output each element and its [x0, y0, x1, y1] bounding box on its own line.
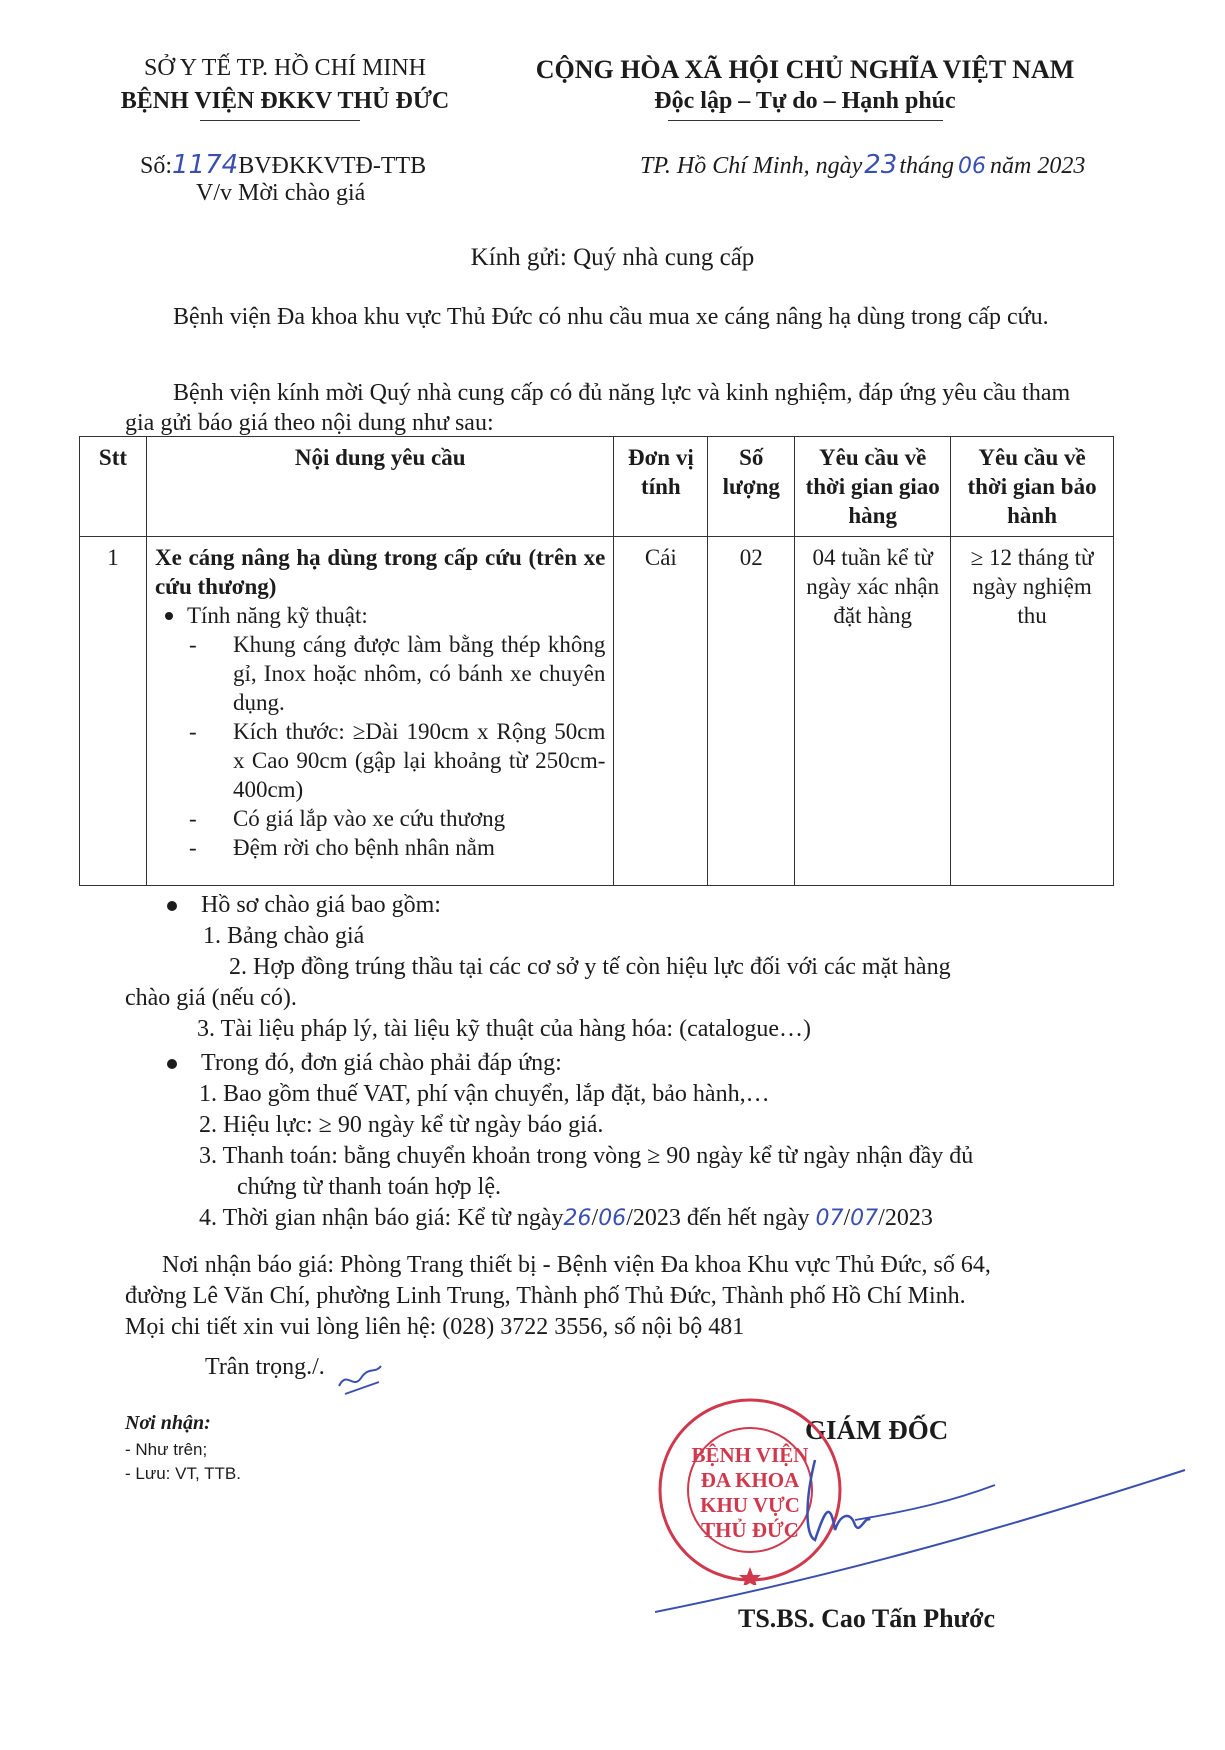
recipient-item: - Lưu: VT, TTB. — [125, 1464, 241, 1483]
bullet-icon — [167, 1059, 177, 1069]
col-header-unit: Đơn vị tính — [614, 437, 708, 537]
recipients-heading: Nơi nhận: — [125, 1412, 211, 1434]
col-header-quantity: Số lượng — [708, 437, 795, 537]
table-header-row — [80, 437, 1114, 537]
documents-heading-text: Hồ sơ chào giá bao gồm: — [201, 892, 441, 918]
spec-item: - Khung cáng được làm bằng thép không gỉ, Inox hoặc nhôm, có bánh xe chuyên dụng. — [189, 630, 605, 717]
document-number-handwritten: 1174 — [172, 150, 239, 180]
intro-paragraph: Bệnh viện Đa khoa khu vực Thủ Đức có nhu cầu mua xe cáng nâng hạ dùng trong cấp cứu. — [173, 304, 1049, 330]
initial-signature-icon — [335, 1360, 385, 1400]
stamp-line: BỆNH VIỆN — [691, 1443, 809, 1467]
col-header-warranty: Yêu cầu về thời gian bảo hành — [951, 437, 1114, 537]
recipient-item: - Như trên; — [125, 1440, 208, 1459]
pricing-item: 1. Bao gồm thuế VAT, phí vận chuyển, lắp đặt, bảo hành,… — [199, 1081, 770, 1107]
pricing-item-deadline — [125, 1203, 1115, 1234]
deadline-text: /2023 — [878, 1205, 933, 1231]
pricing-heading-text: Trong đó, đơn giá chào phải đáp ứng: — [201, 1050, 562, 1076]
spec-item: - Kích thước: ≥Dài 190cm x Rộng 50cm x Cao 90cm (gập lại khoảng từ 250cm-400cm) — [189, 717, 605, 804]
stamp-line: KHU VỰC — [700, 1493, 800, 1517]
closing-remark: Trân trọng./. — [205, 1354, 325, 1380]
document-number — [140, 150, 426, 180]
to-month: 07 — [850, 1206, 879, 1231]
department-name: SỞ Y TẾ TP. HỒ CHÍ MINH — [143, 55, 427, 81]
director-signature-icon — [655, 1440, 1195, 1620]
address-line: đường Lê Văn Chí, phường Linh Trung, Thành phố Thủ Đức, Thành phố Hồ Chí Minh. — [125, 1283, 966, 1309]
document-number-prefix: Số: — [140, 153, 173, 179]
pricing-item: 2. Hiệu lực: ≥ 90 ngày kể từ ngày báo giá. — [199, 1112, 604, 1138]
cell-quantity: 02 — [708, 537, 795, 886]
deadline-text: /2023 đến hết ngày — [626, 1205, 810, 1231]
col-header-content: Nội dung yêu cầu — [146, 437, 613, 537]
national-motto: Độc lập – Tự do – Hạnh phúc — [654, 88, 956, 114]
deadline-text: 4. Thời gian nhận báo giá: Kể từ ngày — [199, 1205, 564, 1231]
pricing-item: 3. Thanh toán: bằng chuyển khoản trong vòng ≥ 90 ngày kể từ ngày nhận đầy đủ — [199, 1143, 974, 1169]
header-underline-left — [200, 120, 360, 121]
pricing-section — [125, 1048, 1115, 1234]
date-separator: / — [591, 1205, 599, 1231]
date-month: 06 — [958, 154, 986, 179]
hospital-name: BỆNH VIỆN ĐKKV THỦ ĐỨC — [120, 88, 450, 114]
document-date — [640, 150, 1085, 180]
col-header-stt: Stt — [80, 437, 147, 537]
documents-item: 2. Hợp đồng trúng thầu tại các cơ sở y tế còn hiệu lực đối với các mặt hàng — [229, 954, 951, 980]
bullet-icon — [165, 612, 173, 620]
cell-content — [146, 537, 613, 886]
item-bullet — [155, 601, 605, 630]
documents-section — [125, 890, 1115, 1045]
pricing-item-continuation: chứng từ thanh toán hợp lệ. — [237, 1174, 501, 1200]
item-bullet-text: Tính năng kỹ thuật: — [186, 603, 368, 628]
header-underline-right — [668, 120, 943, 121]
contact-line: Mọi chi tiết xin vui lòng liên hệ: (028) 3722 3556, số nội bộ 481 — [125, 1314, 745, 1340]
to-day: 07 — [815, 1206, 844, 1231]
item-title: Xe cáng nâng hạ dùng trong cấp cứu (trên xe cứu thương) — [154, 545, 606, 599]
bullet-icon — [167, 901, 177, 911]
date-place: TP. Hồ Chí Minh, ngày — [640, 153, 863, 179]
salutation: Kính gửi: Quý nhà cung cấp — [470, 244, 755, 271]
col-header-delivery: Yêu cầu về thời gian giao hàng — [795, 437, 951, 537]
cell-unit: Cái — [614, 537, 708, 886]
requirements-table — [79, 436, 1114, 886]
stamp-line: ĐA KHOA — [700, 1468, 800, 1492]
spec-item: - Có giá lắp vào xe cứu thương — [189, 804, 605, 833]
cell-delivery: 04 tuần kể từ ngày xác nhận đặt hàng — [795, 537, 951, 886]
document-number-suffix: BVĐKKVTĐ-TTB — [238, 153, 427, 179]
address-line: Nơi nhận báo giá: Phòng Trang thiết bị - Bệnh viện Đa khoa Khu vực Thủ Đức, số 64, — [162, 1252, 991, 1278]
stamp-line: THỦ ĐỨC — [701, 1518, 799, 1542]
documents-heading — [125, 890, 1115, 921]
date-year: năm 2023 — [990, 153, 1086, 179]
document-subject: V/v Mời chào giá — [196, 180, 366, 206]
spec-list — [155, 630, 605, 862]
cell-stt: 1 — [80, 537, 147, 886]
documents-item: 1. Bảng chào giá — [203, 923, 365, 949]
table-row — [80, 537, 1114, 886]
from-month: 06 — [598, 1206, 627, 1231]
from-day: 26 — [563, 1206, 592, 1231]
cell-warranty: ≥ 12 tháng từ ngày nghiệm thu — [951, 537, 1114, 886]
pricing-heading — [125, 1048, 1115, 1079]
date-month-label: tháng — [899, 153, 954, 179]
date-separator: / — [843, 1205, 851, 1231]
director-name: TS.BS. Cao Tấn Phước — [738, 1604, 996, 1633]
date-day: 23 — [864, 150, 898, 180]
documents-item: 3. Tài liệu pháp lý, tài liệu kỹ thuật của hàng hóa: (catalogue…) — [197, 1016, 812, 1042]
republic-title: CỘNG HÒA XÃ HỘI CHỦ NGHĨA VIỆT NAM — [535, 55, 1075, 84]
documents-item-continuation: chào giá (nếu có). — [125, 985, 297, 1011]
spec-item: - Đệm rời cho bệnh nhân nằm — [189, 833, 605, 862]
invitation-paragraph: Bệnh viện kính mời Quý nhà cung cấp có đủ năng lực và kinh nghiệm, đáp ứng yêu cầu tham gia gửi báo giá theo nội dung như sau: — [125, 380, 1071, 436]
signature-title: GIÁM ĐỐC — [805, 1415, 949, 1445]
